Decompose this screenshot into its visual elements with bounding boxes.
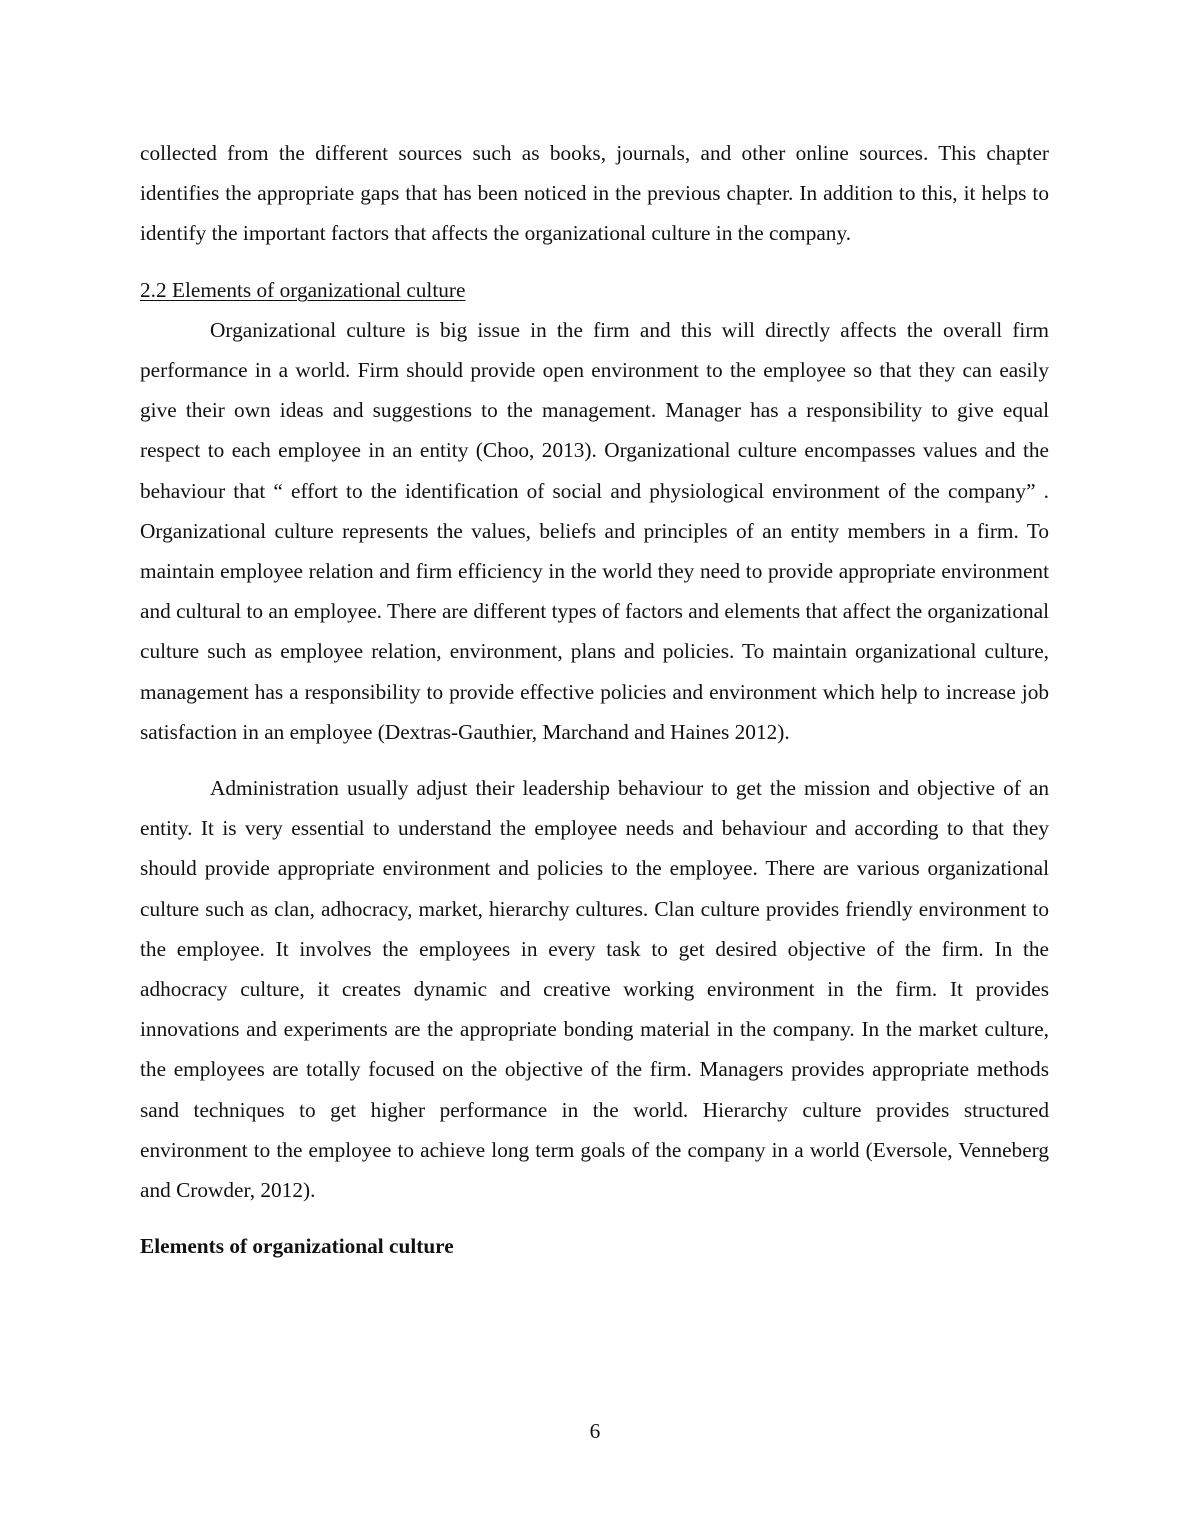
intro-paragraph: collected from the different sources such as books, journals, and other online sources. This chapter identifies the appropriate gaps that has been noticed in the previous chapter. In addition to this, it helps to identify the important factors that affects the organizational culture in the company. <box>140 141 1049 246</box>
body-paragraph-2: Administration usually adjust their leadership behaviour to get the mission and objective of an entity. It is very essential to understand the employee needs and behaviour and according to that they should provide appropriate environment and policies to the employee. There are various organizational culture such as clan, adhocracy, market, hierarchy cultures. Clan culture provides friendly environment to the employee. It involves the employees in every task to get desired objective of the firm. In the adhocracy culture, it creates dynamic and creative working environment in the firm. It provides innovations and experiments are the appropriate bonding material in the company. In the market culture, the employees are totally focused on the objective of the firm. Managers provides appropriate methods sand techniques to get higher performance in the world. Hierarchy culture provides structured environment to the employee to achieve long term goals of the company in a world (Eversole, Venneberg and Crowder, 2012). <box>140 776 1049 1203</box>
page-body <box>140 133 1049 1266</box>
spacer <box>140 1210 1049 1226</box>
spacer <box>140 752 1049 768</box>
subsection-heading: Elements of organizational culture <box>140 1234 454 1259</box>
section-heading: 2.2 Elements of organizational culture <box>140 277 466 302</box>
spacer <box>140 254 1049 270</box>
body-paragraph-1: Organizational culture is big issue in the firm and this will directly affects the overall firm performance in a world. Firm should provide open environment to the employee so that they can easily give their own ideas and suggestions to the management. Manager has a responsibility to give equal respect to each employee in an entity (Choo, 2013). Organizational culture encompasses values and the behaviour that “ effort to the identification of social and physiological environment of the company” . Organizational culture represents the values, beliefs and principles of an entity members in a firm. To maintain employee relation and firm efficiency in the world they need to provide appropriate environment and cultural to an employee. There are different types of factors and elements that affect the organizational culture such as employee relation, environment, plans and policies. To maintain organizational culture, management has a responsibility to provide effective policies and environment which help to increase job satisfaction in an employee (Dextras-Gauthier, Marchand and Haines 2012). <box>140 317 1049 744</box>
page-number: 6 <box>589 1419 601 1443</box>
